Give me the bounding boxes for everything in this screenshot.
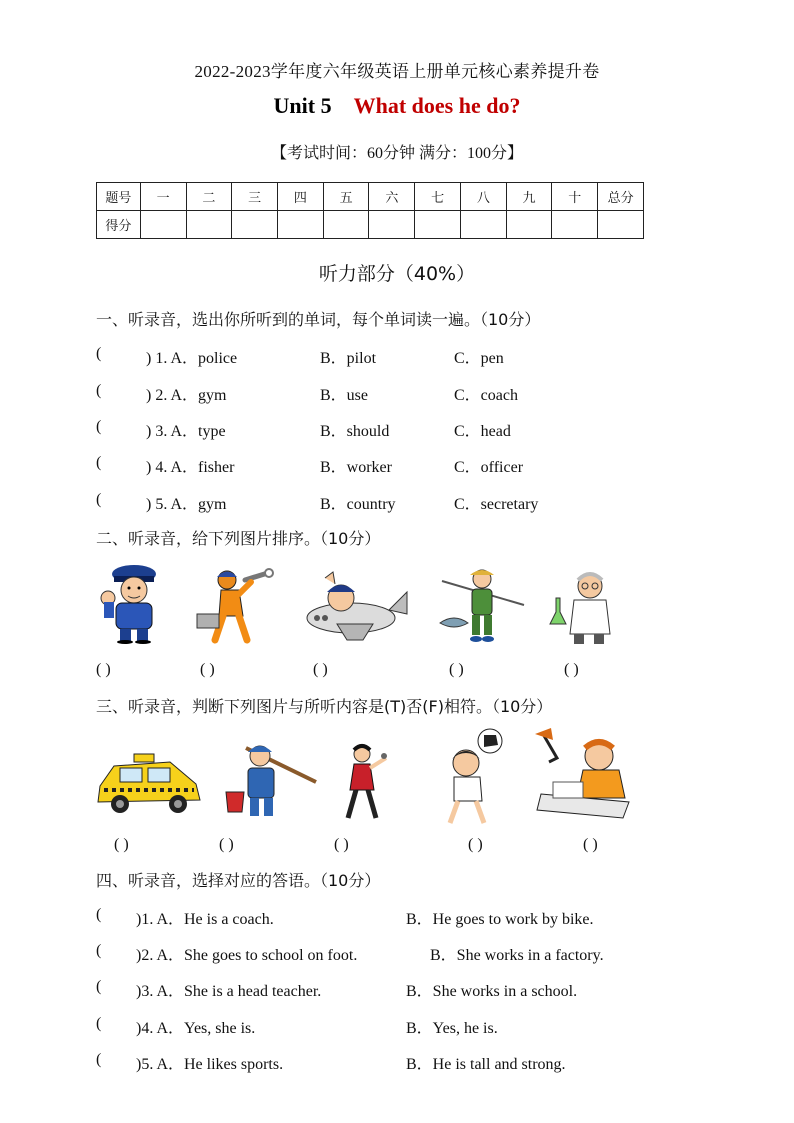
answer-blank-open[interactable]: (: [96, 942, 102, 959]
answer-blank[interactable]: ( ): [96, 661, 111, 678]
office-worker-picture: [533, 728, 635, 822]
option-c: C．head: [454, 423, 511, 440]
table-cell: 总分: [598, 183, 644, 211]
section1-title: 一、听录音，选出你所听到的单词，每个单词读一遍。（10分）: [96, 310, 541, 329]
option-a: ) 1. A．police: [146, 350, 238, 367]
unit-number: Unit 5: [273, 93, 332, 118]
score-cell[interactable]: [278, 211, 324, 239]
answer-blank[interactable]: ( ): [468, 836, 483, 853]
option-b: B．He goes to work by bike.: [406, 911, 594, 928]
table-cell: 五: [323, 183, 369, 211]
option-c: C．secretary: [454, 496, 539, 513]
cleaner-picture: [222, 740, 320, 822]
score-cell[interactable]: [506, 211, 552, 239]
answer-blank[interactable]: ( ): [313, 661, 328, 678]
table-cell: 四: [278, 183, 324, 211]
fisherman-picture: [436, 565, 528, 645]
score-cell[interactable]: [460, 211, 506, 239]
option-b: B．should: [320, 423, 390, 440]
section4-title: 四、听录音，选择对应的答语。（10分）: [96, 871, 381, 890]
table-cell: 七: [415, 183, 461, 211]
score-table: [96, 182, 644, 239]
answer-blank-open[interactable]: (: [96, 978, 102, 995]
score-cell[interactable]: [232, 211, 278, 239]
answer-blank[interactable]: ( ): [200, 661, 215, 678]
table-cell: 六: [369, 183, 415, 211]
option-c: C．coach: [454, 387, 518, 404]
singer-picture: [340, 742, 390, 822]
option-b: B．He is tall and strong.: [406, 1056, 566, 1073]
table-cell: 二: [186, 183, 232, 211]
score-cell[interactable]: [552, 211, 598, 239]
answer-blank-open[interactable]: (: [96, 1015, 102, 1032]
section2-title: 二、听录音，给下列图片排序。（10分）: [96, 529, 381, 548]
footballer-picture: [440, 727, 506, 827]
score-cell[interactable]: [140, 211, 186, 239]
option-b: B．use: [320, 387, 369, 404]
score-cell[interactable]: [369, 211, 415, 239]
table-cell: 十: [552, 183, 598, 211]
option-a: ) 5. A．gym: [146, 496, 227, 513]
policeman-picture: [96, 560, 168, 644]
score-cell[interactable]: [415, 211, 461, 239]
option-a: )2. A．She goes to school on foot.: [136, 947, 358, 964]
unit-title: [0, 93, 794, 119]
option-c: C．pen: [454, 350, 504, 367]
option-b: B．She works in a factory.: [430, 947, 604, 964]
table-cell: 三: [232, 183, 278, 211]
answer-blank[interactable]: ( ): [583, 836, 598, 853]
table-cell: 题号: [97, 183, 141, 211]
answer-blank[interactable]: ( ): [564, 661, 579, 678]
answer-blank-open[interactable]: (: [96, 418, 102, 435]
answer-blank-open[interactable]: (: [96, 454, 102, 471]
answer-blank[interactable]: ( ): [334, 836, 349, 853]
section3-title: 三、听录音，判断下列图片与所听内容是(T)否(F)相符。（10分）: [96, 697, 553, 716]
score-cell[interactable]: [186, 211, 232, 239]
unit-question: What does he do?: [353, 93, 521, 118]
option-b: B．Yes, he is.: [406, 1020, 498, 1037]
pilot-picture: [303, 570, 409, 642]
table-cell: 九: [506, 183, 552, 211]
answer-blank-open[interactable]: (: [96, 491, 102, 508]
answer-blank-open[interactable]: (: [96, 1051, 102, 1068]
option-b: B．pilot: [320, 350, 377, 367]
answer-blank[interactable]: ( ): [449, 661, 464, 678]
table-cell: 八: [460, 183, 506, 211]
option-b: B．country: [320, 496, 396, 513]
option-a: )4. A．Yes, she is.: [136, 1020, 256, 1037]
exam-info: 【考试时间：60分钟 满分：100分】: [270, 145, 523, 162]
answer-blank[interactable]: ( ): [114, 836, 129, 853]
option-a: )5. A．He likes sports.: [136, 1056, 284, 1073]
answer-blank-open[interactable]: (: [96, 345, 102, 362]
table-cell: 一: [140, 183, 186, 211]
option-a: ) 3. A．type: [146, 423, 226, 440]
answer-blank-open[interactable]: (: [96, 906, 102, 923]
option-a: )1. A．He is a coach.: [136, 911, 274, 928]
option-a: ) 4. A．fisher: [146, 459, 235, 476]
score-table-header-row: [97, 183, 644, 211]
option-a: ) 2. A．gym: [146, 387, 227, 404]
worker-picture: [193, 566, 275, 646]
taxi-picture: [94, 740, 204, 820]
document-title: 2022-2023学年度六年级英语上册单元核心素养提升卷: [194, 62, 600, 81]
option-b: B．worker: [320, 459, 392, 476]
option-c: C．officer: [454, 459, 524, 476]
scientist-picture: [548, 568, 622, 646]
option-b: B．She works in a school.: [406, 983, 578, 1000]
option-a: )3. A．She is a head teacher.: [136, 983, 322, 1000]
table-cell: 得分: [97, 211, 141, 239]
score-table-score-row: [97, 211, 644, 239]
listening-section-header: 听力部分（40%）: [318, 263, 476, 285]
answer-blank-open[interactable]: (: [96, 382, 102, 399]
score-cell[interactable]: [323, 211, 369, 239]
score-cell[interactable]: [598, 211, 644, 239]
answer-blank[interactable]: ( ): [219, 836, 234, 853]
